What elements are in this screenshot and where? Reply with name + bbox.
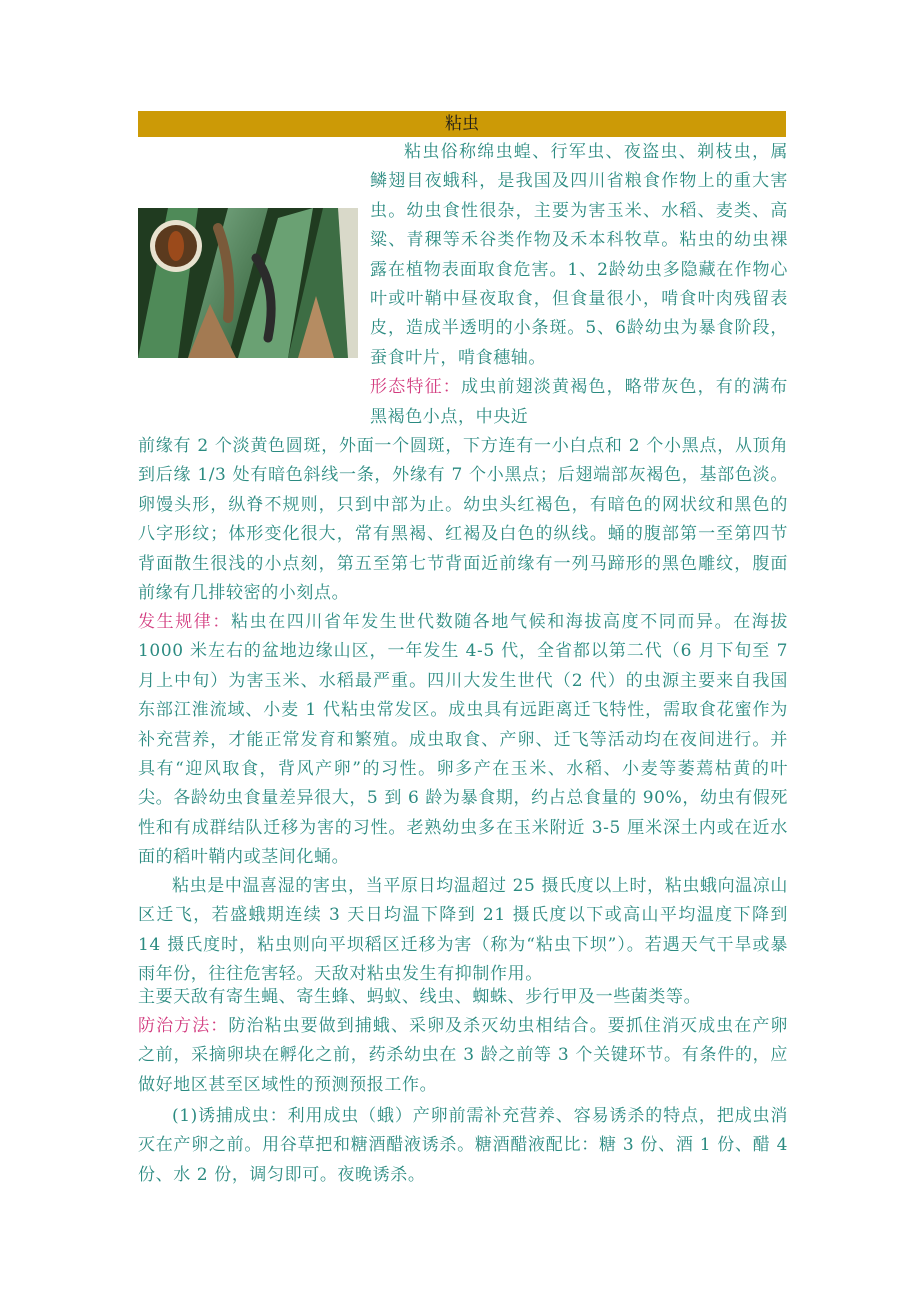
armyworm-illustration [138,208,358,358]
morphology-label: 形态特征： [370,377,461,398]
trap-paragraph: (1)诱捕成虫：利用成虫（蛾）产卵前需补充营养、容易诱杀的特点，把成虫消灭在产卵之前。用谷草把和糖酒醋液诱杀。糖酒醋液配比：糖 3 份、酒 1 份、醋 4 份、水 2 份，调匀即可。夜晚诱杀。 [138,1106,788,1185]
control-paragraph [138,1012,788,1100]
occurrence-paragraph [138,608,788,873]
morphology-text-continued: 前缘有 2 个淡黄色圆斑，外面一个圆斑，下方连有一小白点和 2 个小黑点，从顶角到后缘 1/3 处有暗色斜线一条，外缘有 7 个小黑点；后翅端部灰褐色，基部色淡。卵馒头形，纵脊不规则，只到中部为止。幼虫头红褐色，有暗色的网状纹和黑色的八字形纹；体形变化很大，常有黑褐、红褐及白色的纵线。蛹的腹部第一至第四节背面散生很浅的小点刻，第五至第七节背面近前缘有一列马蹄形的黑色雕纹，腹面前缘有几排较密的小刻点。 [138,436,788,604]
occurrence-label: 发生规律： [138,612,231,632]
page-title: 粘虫 [138,111,786,137]
temperature-paragraph: 粘虫是中温喜湿的害虫，当平原日均温超过 25 摄氏度以上时，粘虫蛾向温凉山区迁飞，若盛蛾期连续 3 天日均温下降到 21 摄氏度以下或高山平均温度下降到 14 摄氏度时，粘虫则向平坝稻区迁移为害（称为“粘虫下坝”）。若遇天气干旱或暴雨年份，往往危害轻。天敌对粘虫发生有抑制作用。 [138,876,788,985]
morphology-text-start: 成虫前翅淡黄褐色，略带灰色，有的满布黑褐色小点，中央近 [370,377,788,427]
occurrence-text: 粘虫在四川省年发生世代数随各地气候和海拔高度不同而异。在海拔 1000 米左右的盆地边缘山区，一年发生 4-5 代，全省都以第二代（6 月下旬至 7 月上中旬）为害玉米、水稻最严重。四川大发生世代（2 代）的虫源主要来自我国东部江淮流域、小麦 1 代粘虫常发区。成虫具有远距离迁飞特性，需取食花蜜作为补充营养，才能正常发育和繁殖。成虫取食、产卵、迁飞等活动均在夜间进行。并具有“迎风取食，背风产卵”的习性。卵多产在玉米、水稻、小麦等萎蔫枯黄的叶尖。各龄幼虫食量差异很大，5 到 6 龄为暴食期，约占总食量的 90%，幼虫有假死性和有成群结队迁移为害的习性。老熟幼虫多在玉米附近 3-5 厘米深土内或在近水面的稻叶鞘内或茎间化蛹。 [138,612,788,868]
armyworm-photo [138,208,358,358]
control-label: 防治方法： [138,1016,229,1036]
control-text: 防治粘虫要做到捕蛾、采卵及杀灭幼虫相结合。要抓住消灭成虫在产卵之前，采摘卵块在孵化之前，药杀幼虫在 3 龄之前等 3 个关键环节。有条件的，应做好地区甚至区域性的预测预报工作。 [138,1016,788,1095]
intro-block [370,138,788,432]
natural-enemies-paragraph: 主要天敌有寄生蝇、寄生蜂、蚂蚁、线虫、蜘蛛、步行甲及一些菌类等。 [138,987,702,1007]
intro-paragraph: 粘虫俗称绵虫蝗、行军虫、夜盗虫、剃枝虫，属鳞翅目夜蛾科，是我国及四川省粮食作物上的重大害虫。幼虫食性很杂，主要为害玉米、水稻、麦类、高粱、青稞等禾谷类作物及禾本科牧草。粘虫的幼虫裸露在植物表面取食危害。1、2龄幼虫多隐藏在作物心叶或叶鞘中昼夜取食，但食量很小，啃食叶肉残留表皮，造成半透明的小条斑。5、6龄幼虫为暴食阶段，蚕食叶片，啃食穗轴。 [370,142,788,368]
